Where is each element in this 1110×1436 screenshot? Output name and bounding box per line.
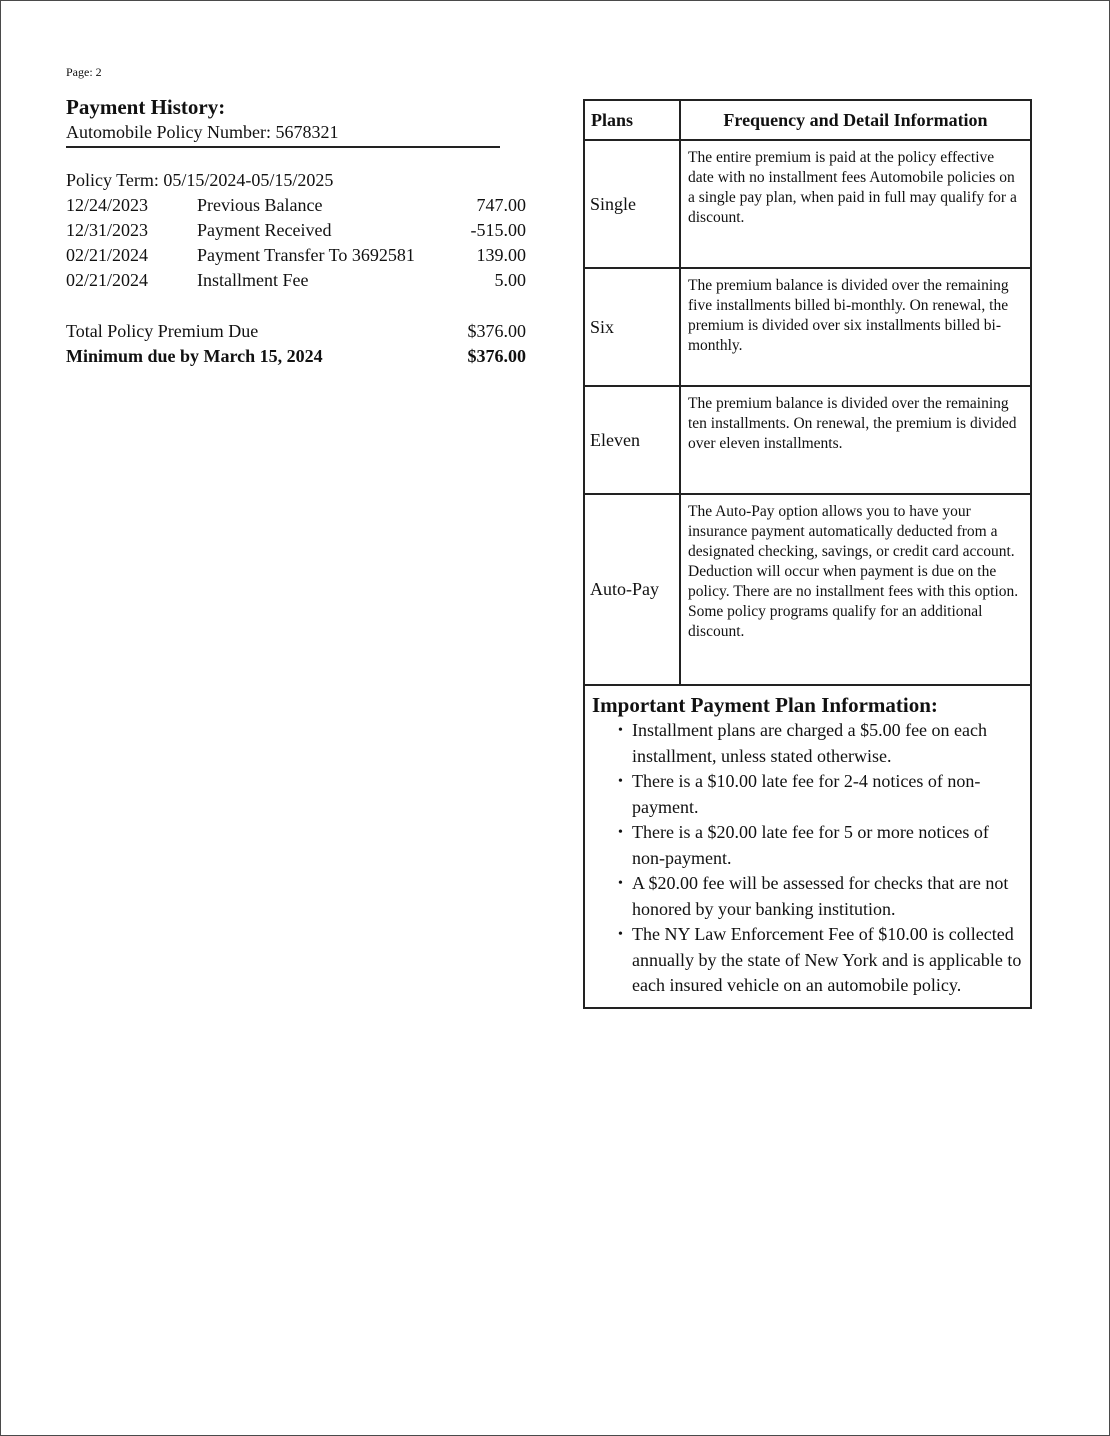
history-description: Installment Fee [197, 270, 309, 290]
important-info-title: Important Payment Plan Information: [592, 693, 938, 717]
plan-name: Single [584, 140, 680, 268]
plan-detail: The entire premium is paid at the policy effective date with no installment fees Automobile policies on a single pay plan, when paid in full may qualify for a discount. [680, 140, 1031, 268]
history-amount: 139.00 [476, 245, 526, 265]
list-item [618, 871, 1023, 922]
plan-row-auto-pay [584, 494, 1031, 685]
list-item-text: There is a $10.00 late fee for 2-4 notices of non-payment. [632, 771, 981, 817]
total-premium-label: Total Policy Premium Due [66, 321, 259, 341]
important-info-list [592, 718, 1023, 999]
history-date: 12/24/2023 [66, 195, 149, 215]
history-amount: -515.00 [470, 220, 526, 240]
history-description: Previous Balance [197, 195, 323, 215]
history-row [66, 218, 526, 243]
total-premium-row [66, 319, 526, 344]
bullet-icon: • [618, 774, 623, 789]
bullet-icon: • [618, 723, 623, 738]
plan-name: Eleven [584, 386, 680, 494]
history-row [66, 268, 526, 293]
history-description: Payment Received [197, 220, 332, 240]
page-number: Page: 2 [66, 65, 102, 79]
history-description: Payment Transfer To 3692581 [197, 245, 415, 265]
payment-history-section [66, 94, 526, 369]
list-item [618, 820, 1023, 871]
history-row [66, 243, 526, 268]
payment-plans-section [583, 99, 1032, 1009]
divider [66, 146, 500, 148]
bullet-icon: • [618, 927, 623, 942]
totals [66, 319, 526, 369]
plan-name: Six [584, 268, 680, 386]
plan-row-eleven [584, 386, 1031, 494]
minimum-due-row [66, 344, 526, 369]
important-info-row [584, 685, 1031, 1008]
detail-column-header: Frequency and Detail Information [680, 100, 1031, 140]
list-item-text: A $20.00 fee will be assessed for checks that are not honored by your banking institution. [632, 873, 1009, 919]
plans-table [583, 99, 1032, 1009]
history-date: 02/21/2024 [66, 270, 149, 290]
history-amount: 747.00 [476, 195, 526, 215]
list-item-text: There is a $20.00 late fee for 5 or more notices of non-payment. [632, 822, 989, 868]
list-item-text: Installment plans are charged a $5.00 fee on each installment, unless stated otherwise. [632, 720, 988, 766]
payment-history-title: Payment History: [66, 95, 226, 119]
history-date: 02/21/2024 [66, 245, 149, 265]
total-premium-value: $376.00 [467, 321, 526, 341]
history-row [66, 193, 526, 218]
minimum-due-value: $376.00 [467, 346, 526, 366]
important-info [584, 685, 1031, 1008]
plans-column-header: Plans [584, 100, 680, 140]
plan-row-single [584, 140, 1031, 268]
list-item [618, 922, 1023, 999]
plan-name: Auto-Pay [584, 494, 680, 685]
plan-detail: The premium balance is divided over the remaining ten installments. On renewal, the premium is divided over eleven installments. [680, 386, 1031, 494]
bullet-icon: • [618, 876, 623, 891]
history-amount: 5.00 [494, 270, 526, 290]
list-item [618, 769, 1023, 820]
plan-row-six [584, 268, 1031, 386]
minimum-due-label: Minimum due by March 15, 2024 [66, 346, 323, 366]
plans-header-row [584, 100, 1031, 140]
list-item [618, 718, 1023, 769]
policy-number: Automobile Policy Number: 5678321 [66, 122, 339, 142]
plan-detail: The Auto-Pay option allows you to have your insurance payment automatically deducted from a designated checking, savings, or credit card account. Deduction will occur when payment is due on the policy. There are no installment fees with this option. Some policy programs qualify for an additional discount. [680, 494, 1031, 685]
plan-detail: The premium balance is divided over the remaining five installments billed bi-monthly. On renewal, the premium is divided over six installments billed bi-monthly. [680, 268, 1031, 386]
bullet-icon: • [618, 825, 623, 840]
history-date: 12/31/2023 [66, 220, 149, 240]
list-item-text: The NY Law Enforcement Fee of $10.00 is collected annually by the state of New York and is applicable to each insured vehicle on an automobile policy. [632, 924, 1022, 995]
policy-term: Policy Term: 05/15/2024-05/15/2025 [66, 170, 334, 190]
